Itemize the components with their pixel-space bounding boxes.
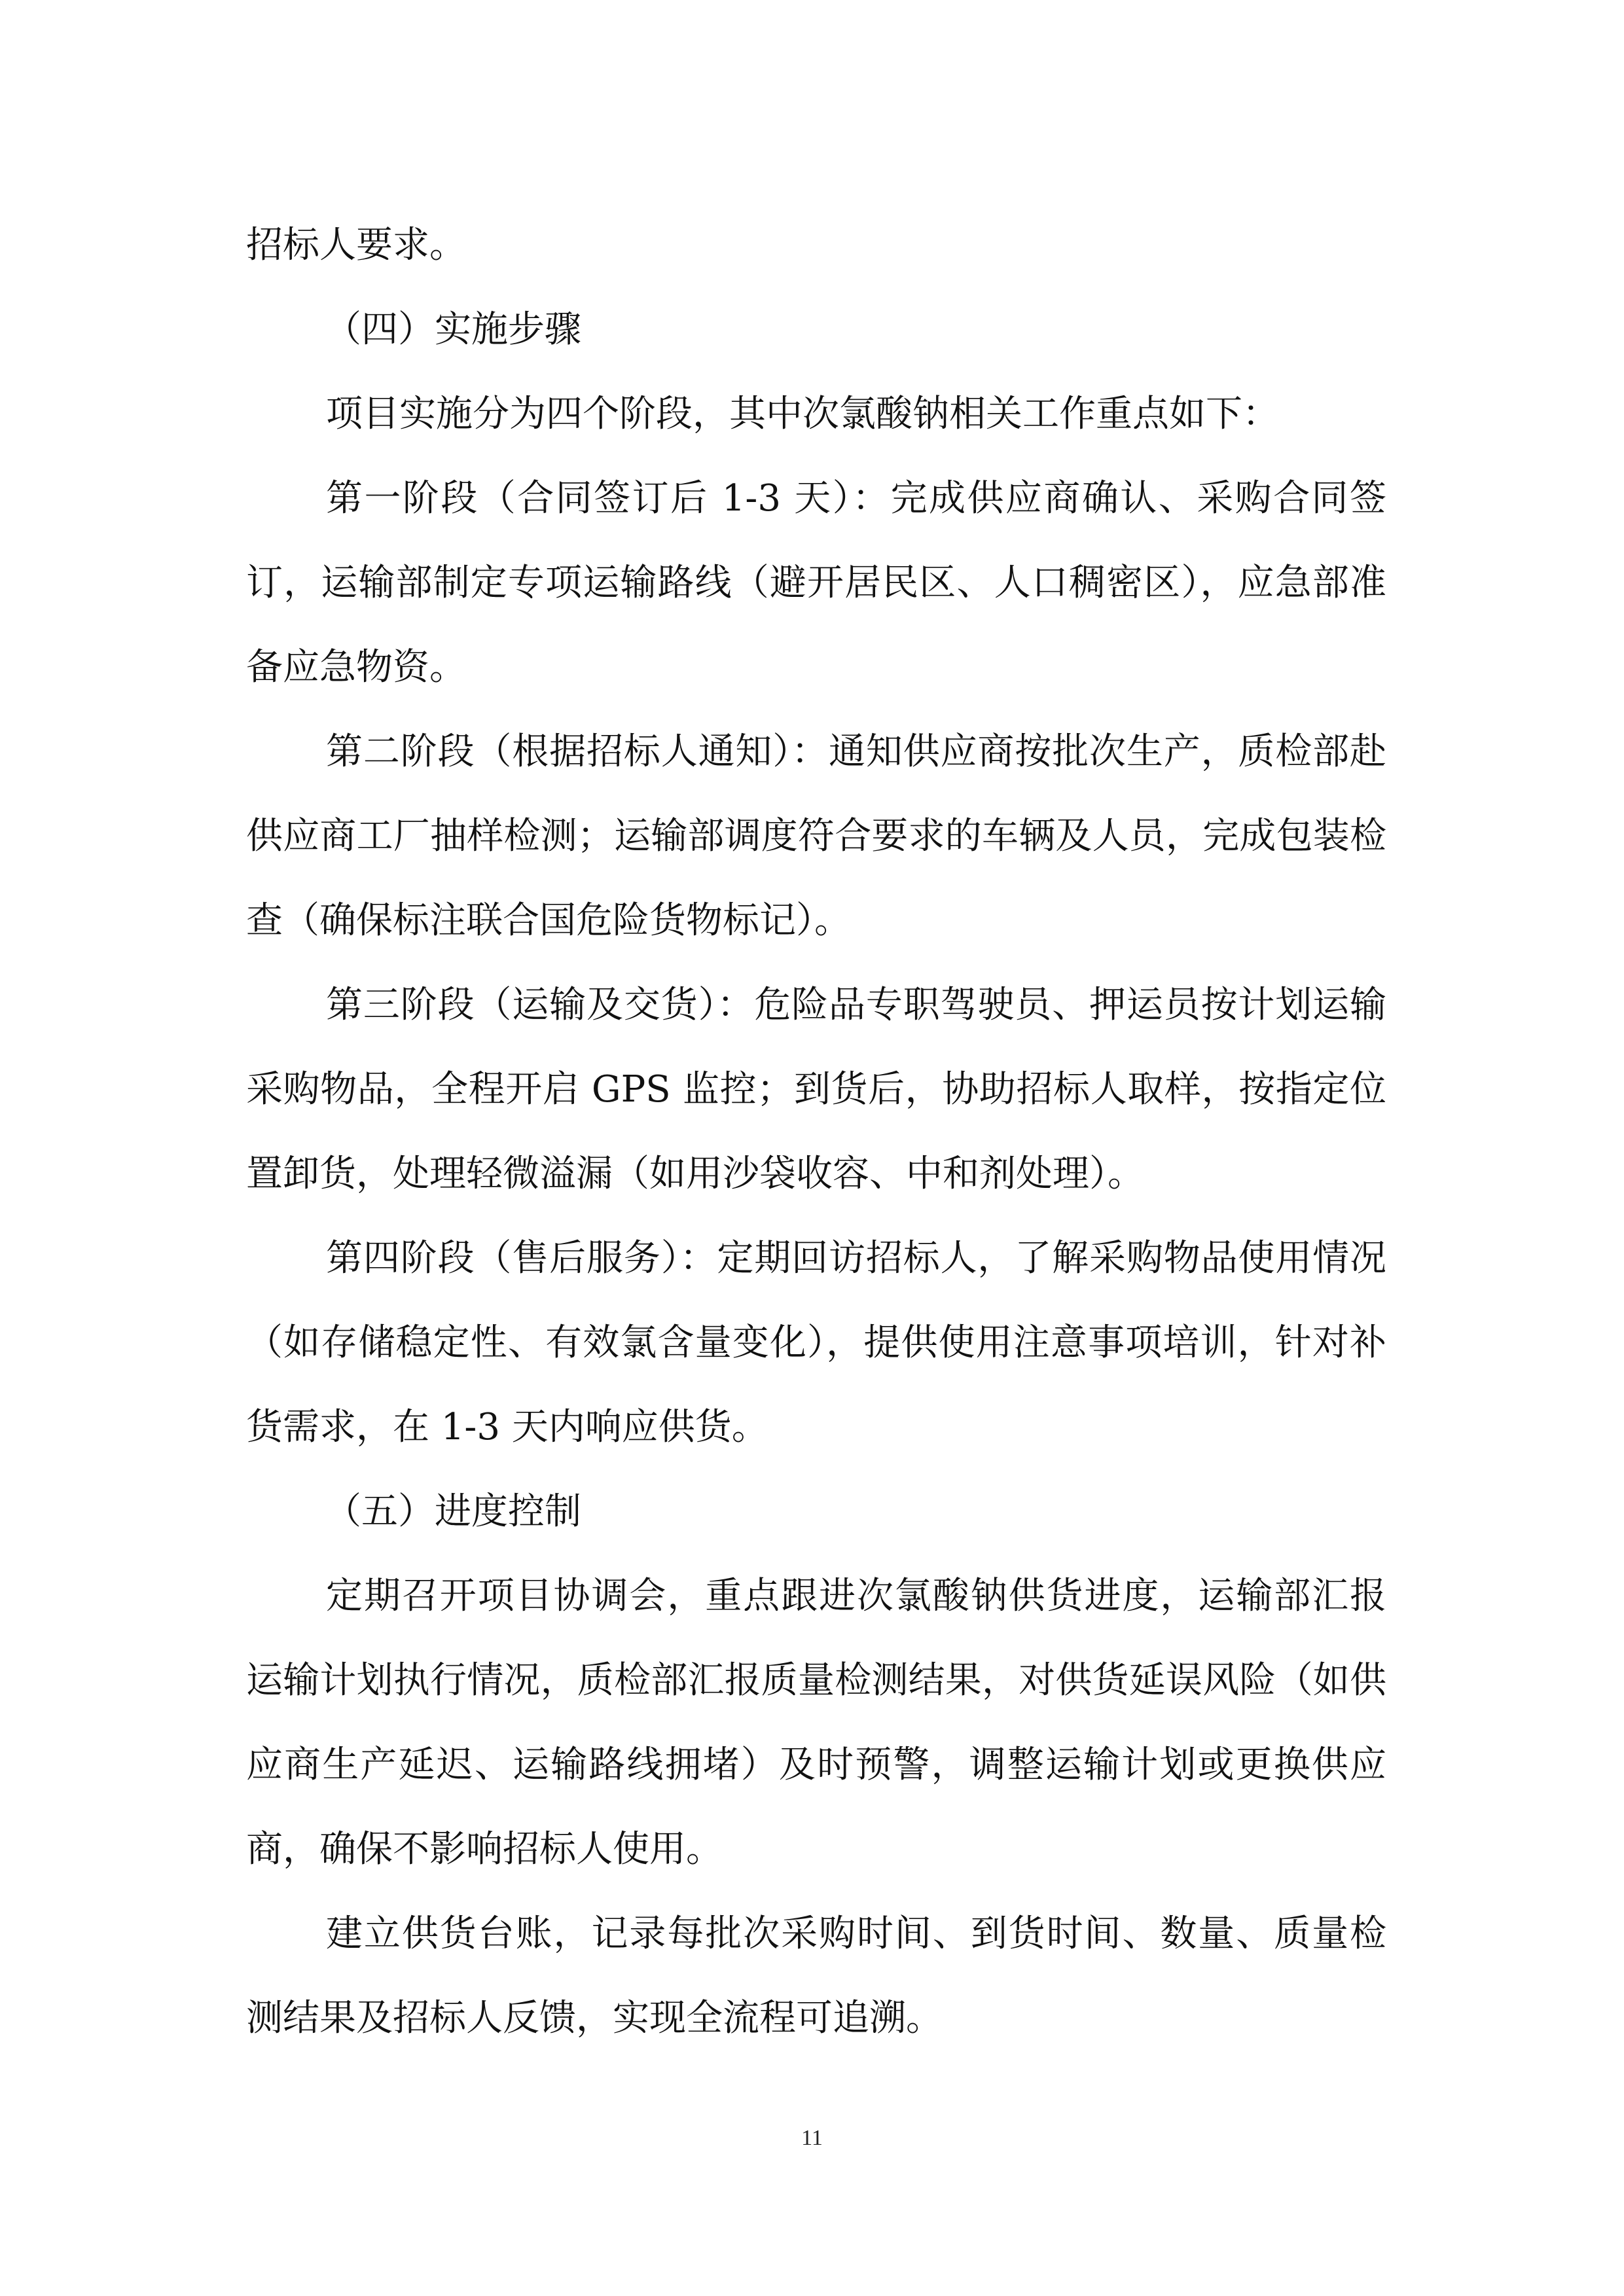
stage-4-paragraph: 第四阶段（售后服务）：定期回访招标人，了解采购物品使用情况（如存储稳定性、有效氯含量变化），提供使用注意事项培训，针对补货需求，在 1-3 天内响应供货。 xyxy=(246,1237,1386,1448)
section-heading-progress-control: （五）进度控制 xyxy=(325,1490,581,1533)
continuation-paragraph: 招标人要求。 xyxy=(246,224,466,266)
progress-paragraph-2: 建立供货台账，记录每批次采购时间、到货时间、数量、质量检测结果及招标人反馈，实现全流程可追溯。 xyxy=(246,1912,1386,2039)
stage-3-paragraph: 第三阶段（运输及交货）：危险品专职驾驶员、押运员按计划运输采购物品，全程开启 GPS 监控；到货后，协助招标人取样，按指定位置卸货，处理轻微溢漏（如用沙袋收容、中和剂处理）。 xyxy=(246,984,1386,1195)
stage-1-paragraph: 第一阶段（合同签订后 1-3 天）：完成供应商确认、采购合同签订，运输部制定专项运输路线（避开居民区、人口稠密区），应急部准备应急物资。 xyxy=(246,477,1386,689)
stage-2-paragraph: 第二阶段（根据招标人通知）：通知供应商按批次生产，质检部赴供应商工厂抽样检测；运输部调度符合要求的车辆及人员，完成包装检查（确保标注联合国危险货物标记）。 xyxy=(246,730,1386,942)
section-heading-implementation-steps: （四）实施步骤 xyxy=(325,308,581,351)
intro-paragraph: 项目实施分为四个阶段，其中次氯酸钠相关工作重点如下： xyxy=(326,393,1279,435)
document-body xyxy=(246,203,1386,2060)
page-number: 11 xyxy=(801,2126,823,2150)
progress-paragraph-1: 定期召开项目协调会，重点跟进次氯酸钠供货进度，运输部汇报运输计划执行情况，质检部汇报质量检测结果，对供货延误风险（如供应商生产延迟、运输路线拥堵）及时预警，调整运输计划或更换供应商，确保不影响招标人使用。 xyxy=(246,1575,1386,1871)
